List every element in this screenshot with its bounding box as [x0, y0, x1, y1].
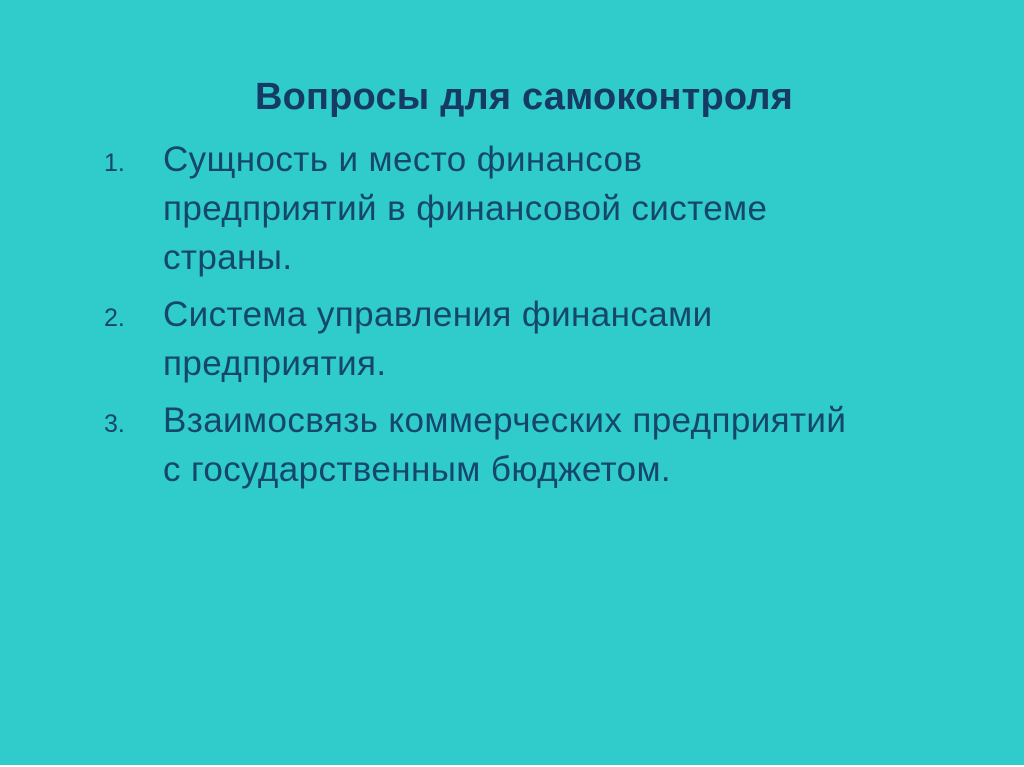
- text-line: предприятий в финансовой системе: [163, 189, 768, 228]
- item-text: [163, 135, 964, 282]
- item-text: [163, 290, 964, 388]
- text-line: Взаимосвязь коммерческих предприятий: [163, 401, 847, 440]
- item-number: 3.: [104, 410, 125, 438]
- list-item: [104, 290, 964, 388]
- item-number: 1.: [104, 149, 125, 177]
- item-number: 2.: [104, 304, 125, 332]
- text-line: Система управления финансами: [163, 295, 713, 334]
- text-line: с государственным бюджетом.: [163, 450, 672, 489]
- question-list: [104, 135, 964, 494]
- text-line: Сущность и место финансов: [163, 140, 643, 179]
- slide-title: Вопросы для самоконтроля: [254, 76, 794, 118]
- item-text: [163, 396, 964, 494]
- text-line: предприятия.: [163, 344, 387, 383]
- text-line: страны.: [163, 238, 293, 277]
- list-item: [104, 135, 964, 282]
- list-item: [104, 396, 964, 494]
